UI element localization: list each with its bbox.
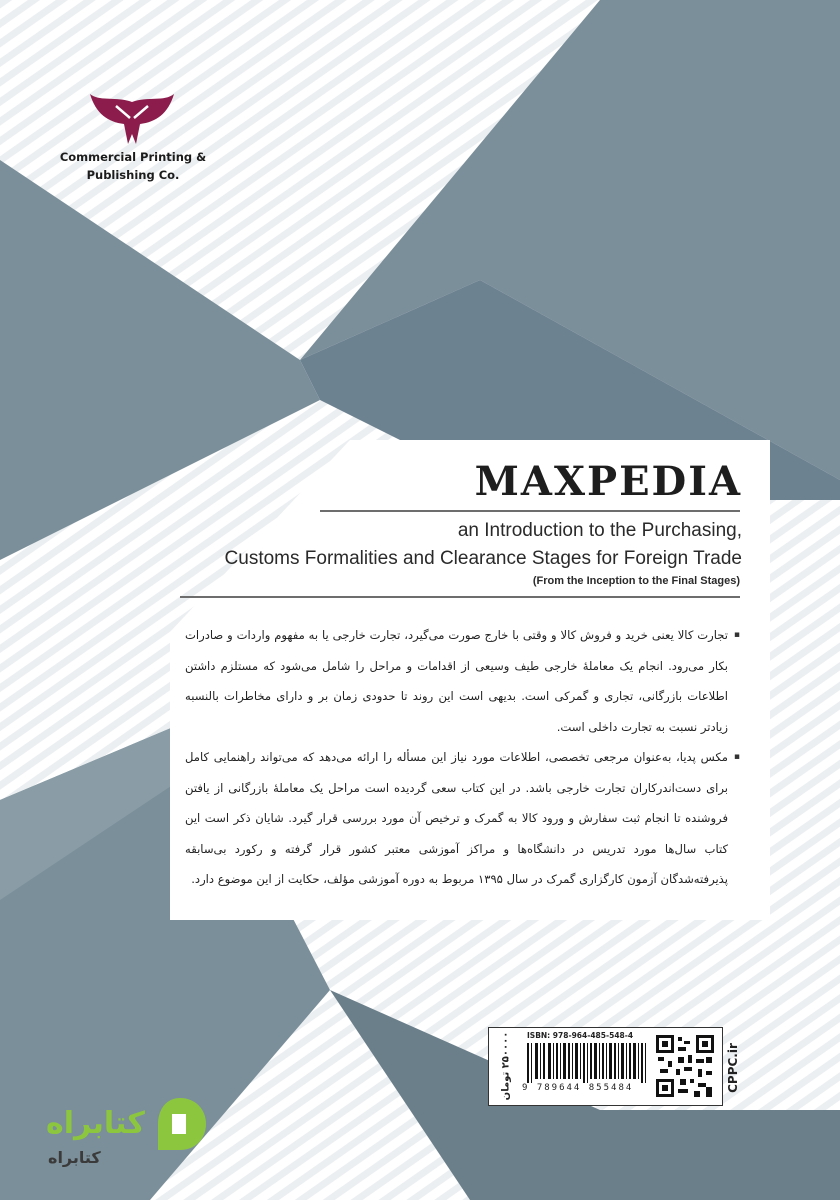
description-divider bbox=[180, 596, 740, 598]
subtitle-note: (From the Inception to the Final Stages) bbox=[532, 575, 740, 587]
description-paragraph-1: ▪ تجارت کالا یعنی خرید و فروش کالا و وقتی با خارج صورت می‌گیرد، تجارت خارجی یا به مفهوم واردات و صادرات بکار می‌رود. انجام یک معاملهٔ خارجی طیف وسیعی از اقدامات و مراحل را شامل می‌شود که مستلزم داشتن اطلاعات بازرگانی، تجاری و گمرکی است. بدیهی است این روند تا حدودی زمان بر و دارای مخاطرات بالنسبه زیادتر نسبت به تجارت داخلی است. bbox=[185, 620, 740, 742]
price-label: ۲۵۰۰۰۰ تومان bbox=[500, 1031, 512, 1101]
publisher-website: CPPC.ir bbox=[726, 1043, 740, 1093]
book-title: MAXPEDIA bbox=[474, 458, 742, 505]
ketabrah-logo-icon bbox=[152, 1096, 208, 1152]
winged-shield-logo-icon bbox=[86, 92, 178, 148]
qr-code-icon bbox=[656, 1035, 714, 1097]
subtitle-line-2: Customs Formalities and Clearance Stages for Foreign Trade bbox=[224, 548, 742, 569]
barcode-icon bbox=[527, 1043, 649, 1083]
publisher-name-line2: Publishing Co. bbox=[86, 168, 180, 182]
subtitle-line-1: an Introduction to the Purchasing, bbox=[457, 520, 742, 541]
book-subtitle bbox=[102, 517, 742, 573]
title-divider bbox=[320, 510, 740, 512]
publisher-logo bbox=[58, 92, 208, 184]
ean-number: 9 789644 855484 bbox=[522, 1083, 634, 1093]
watermark-text-small: کتابراه bbox=[48, 1148, 101, 1167]
publisher-name-line1: Commercial Printing & bbox=[59, 150, 207, 164]
book-description bbox=[185, 620, 740, 895]
description-paragraph-2: ▪ مکس پدیا، به‌عنوان مرجعی تخصصی، اطلاعات مورد نیاز این مسأله را ارائه می‌دهد که می‌تواند راهنمایی کامل برای دست‌اندرکاران تجارت خارجی باشد. در این کتاب سعی گردیده است مراحل یک معاملهٔ بازرگانی از یافتن فروشنده تا انجام ثبت سفارش و ورود کالا به گمرک و ترخیص آن مورد بررسی قرار گیرد. شایان ذکر است این کتاب سال‌ها مورد تدریس در دانشگاه‌ها و مراکز آموزشی معتبر کشور قرار گرفته و رکورد بی‌سابقه پذیرفته‌شدگان آزمون کارگزاری گمرک در سال ۱۳۹۵ مربوط به دوره آموزشی مؤلف، حکایت از این موضوع دارد. bbox=[185, 742, 740, 895]
isbn-text: ISBN: 978-964-485-548-4 bbox=[527, 1031, 634, 1040]
ketabrah-watermark bbox=[40, 1090, 210, 1185]
watermark-text-large: کتابراه bbox=[46, 1106, 145, 1141]
